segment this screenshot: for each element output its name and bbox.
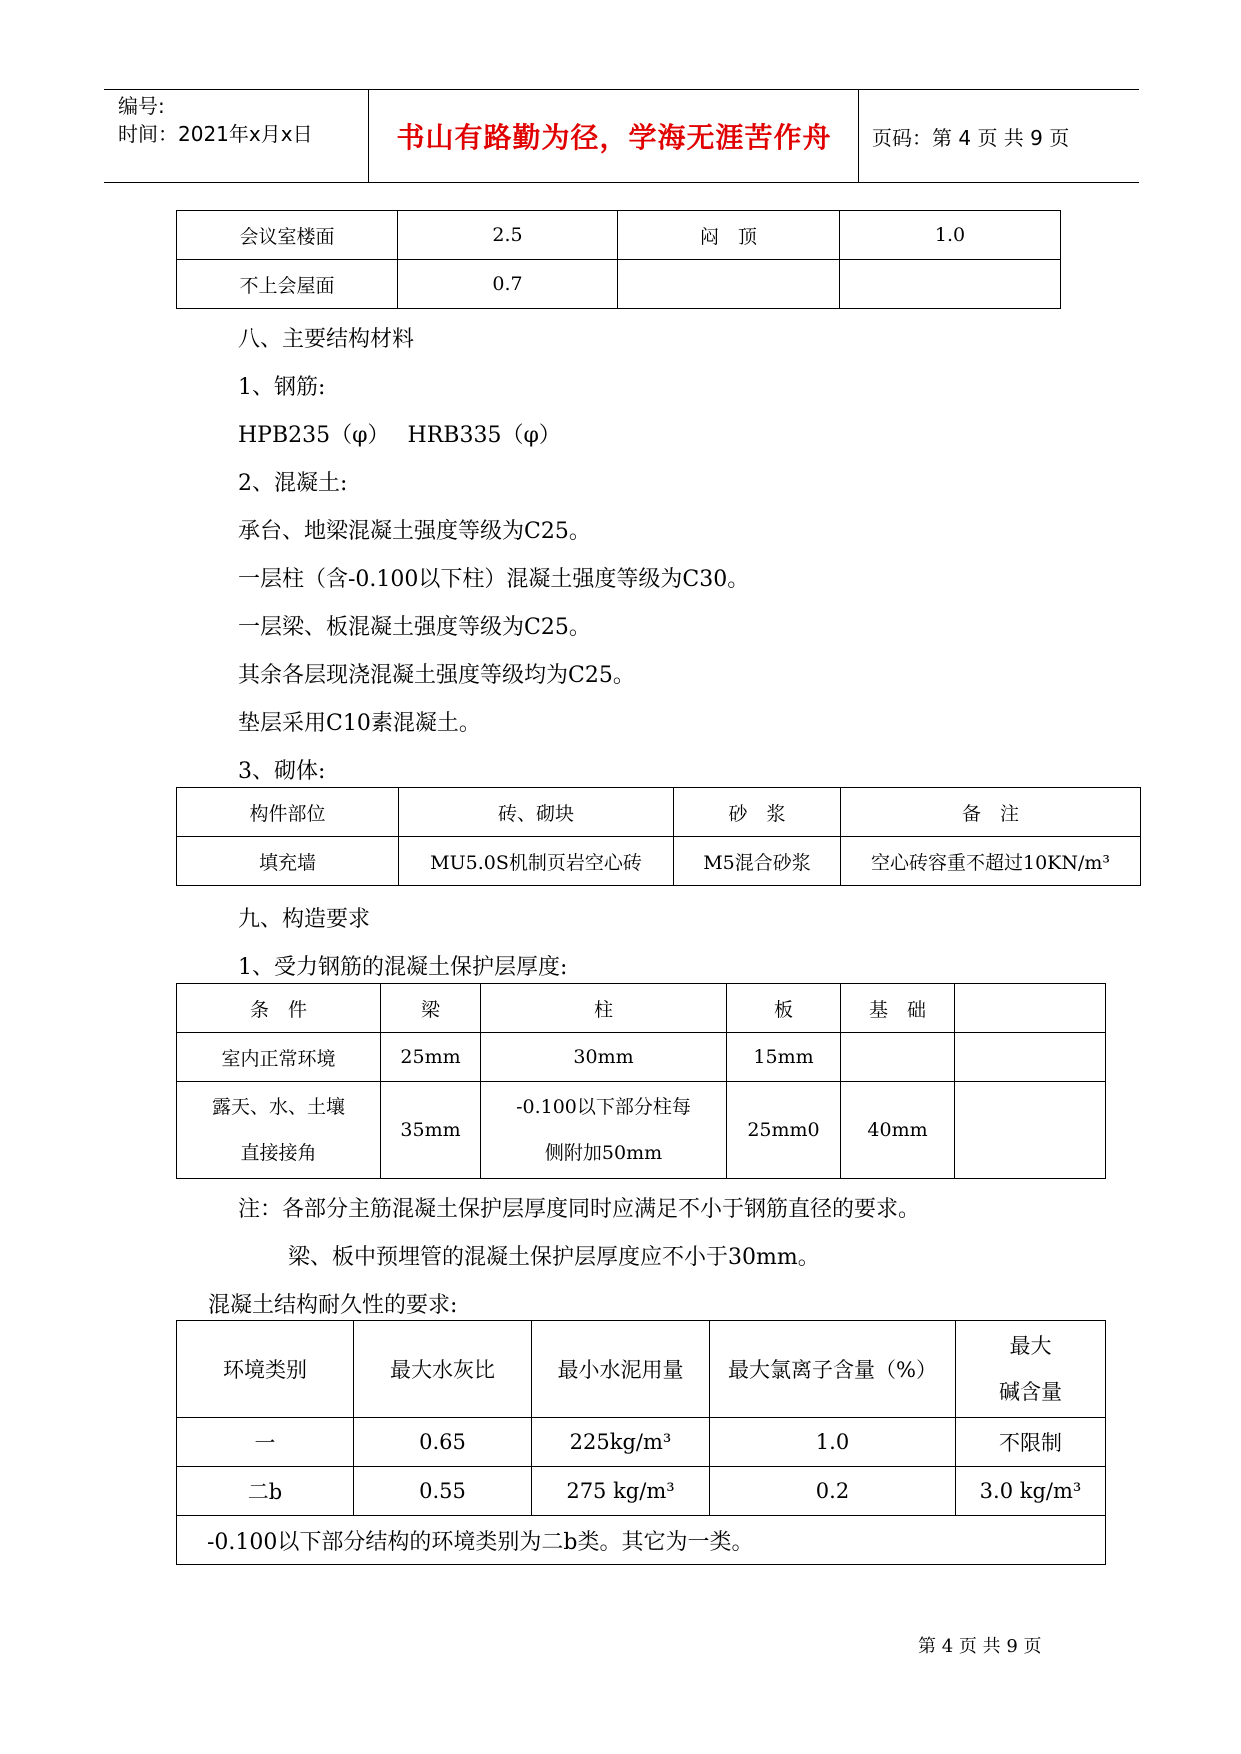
- table-cell: 2.5: [398, 211, 618, 260]
- header-top-rule: [104, 89, 1139, 90]
- masonry-title: 3、砌体:: [238, 759, 326, 784]
- table-cell: 0.2: [710, 1467, 956, 1516]
- table-cell: 会议室楼面: [177, 211, 398, 260]
- header-divider-right: [858, 89, 859, 182]
- table-cell: [955, 1082, 1106, 1179]
- table-cell: 0.7: [398, 260, 618, 309]
- table-row: [177, 788, 1141, 837]
- table-row: [177, 837, 1141, 886]
- table-header-cell: 最大水灰比: [354, 1321, 532, 1418]
- table-cell: 40mm: [841, 1082, 955, 1179]
- table-cell: 0.55: [354, 1467, 532, 1516]
- table-row: [177, 260, 1061, 309]
- cell-line: 侧附加50mm: [544, 1142, 663, 1164]
- table-cell: 空心砖容重不超过10KN/m³: [841, 837, 1141, 886]
- table-cell: 35mm: [381, 1082, 481, 1179]
- concrete-line: 垫层采用C10素混凝土。: [238, 711, 481, 736]
- rebar-types: HPB235（φ） HRB335（φ）: [238, 423, 561, 448]
- load-table: [176, 210, 1061, 309]
- table-cell: 225kg/m³: [532, 1418, 710, 1467]
- cover-title: 1、受力钢筋的混凝土保护层厚度:: [238, 955, 568, 980]
- table-header-cell: [956, 1321, 1106, 1418]
- table-row: [177, 1418, 1106, 1467]
- header-motto: 书山有路勤为径，学海无涯苦作舟: [396, 121, 832, 154]
- table-cell: 0.65: [354, 1418, 532, 1467]
- concrete-title: 2、混凝土:: [238, 471, 348, 496]
- table-header-cell: 构件部位: [177, 788, 399, 837]
- table-cell: 二b: [177, 1467, 354, 1516]
- table-row: [177, 984, 1106, 1033]
- section8-title: 八、主要结构材料: [238, 327, 415, 352]
- header-bottom-rule: [104, 182, 1139, 183]
- table-cell: [177, 1082, 381, 1179]
- table-header-cell: 最小水泥用量: [532, 1321, 710, 1418]
- cell-line: -0.100以下部分柱每: [516, 1096, 691, 1118]
- table-header-cell: 梁: [381, 984, 481, 1033]
- rebar-title: 1、钢筋:: [238, 375, 326, 400]
- header-divider-left: [368, 89, 369, 182]
- table-header-cell: 基 础: [841, 984, 955, 1033]
- table-cell: 1.0: [710, 1418, 956, 1467]
- table-row: [177, 1516, 1106, 1565]
- table-row: [177, 1467, 1106, 1516]
- table-cell: [841, 1033, 955, 1082]
- table-note: -0.100以下部分结构的环境类别为二b类。其它为一类。: [177, 1516, 1106, 1565]
- note-1: 注：各部分主筋混凝土保护层厚度同时应满足不小于钢筋直径的要求。: [238, 1197, 921, 1222]
- header-time-label: 时间：2021年x月x日: [118, 122, 313, 146]
- cell-line: 碱含量: [999, 1380, 1062, 1404]
- page-footer: 第 4 页 共 9 页: [918, 1636, 1042, 1657]
- header-page-info: 页码：第 4 页 共 9 页: [872, 126, 1070, 150]
- table-cell: 275 kg/m³: [532, 1467, 710, 1516]
- table-cell: 15mm: [727, 1033, 841, 1082]
- table-cell: M5混合砂浆: [674, 837, 841, 886]
- table-cell: 25mm0: [727, 1082, 841, 1179]
- header-number-label: 编号:: [118, 94, 165, 118]
- table-cell: 25mm: [381, 1033, 481, 1082]
- table-row: [177, 211, 1061, 260]
- concrete-line: 其余各层现浇混凝土强度等级均为C25。: [238, 663, 635, 688]
- table-cell: 不限制: [956, 1418, 1106, 1467]
- table-cell: [481, 1082, 727, 1179]
- table-row: [177, 1033, 1106, 1082]
- table-header-cell: 柱: [481, 984, 727, 1033]
- table-row: [177, 1321, 1106, 1418]
- table-header-cell: 备 注: [841, 788, 1141, 837]
- table-cell: 室内正常环境: [177, 1033, 381, 1082]
- table-cell: [955, 1033, 1106, 1082]
- cell-line: 露天、水、土壤: [211, 1096, 345, 1118]
- table-row: [177, 1082, 1106, 1179]
- table-cell: 不上会屋面: [177, 260, 398, 309]
- table-header-cell: [955, 984, 1106, 1033]
- table-cell: 3.0 kg/m³: [956, 1467, 1106, 1516]
- table-header-cell: 最大氯离子含量（%）: [710, 1321, 956, 1418]
- table-cell: [840, 260, 1061, 309]
- table-header-cell: 砖、砌块: [399, 788, 674, 837]
- table-header-cell: 板: [727, 984, 841, 1033]
- table-cell: 闷 顶: [618, 211, 840, 260]
- table-cell: 填充墙: [177, 837, 399, 886]
- durability-table: [176, 1320, 1106, 1565]
- table-cell: 1.0: [840, 211, 1061, 260]
- concrete-line: 承台、地梁混凝土强度等级为C25。: [238, 519, 591, 544]
- concrete-line: 一层梁、板混凝土强度等级为C25。: [238, 615, 591, 640]
- concrete-line: 一层柱（含-0.100以下柱）混凝土强度等级为C30。: [238, 567, 750, 592]
- table-header-cell: 砂 浆: [674, 788, 841, 837]
- durability-title: 混凝土结构耐久性的要求:: [208, 1293, 458, 1318]
- table-header-cell: 环境类别: [177, 1321, 354, 1418]
- table-cell: 一: [177, 1418, 354, 1467]
- header-left-block: [118, 92, 313, 148]
- cell-line: 直接接角: [240, 1142, 317, 1164]
- section9-title: 九、构造要求: [238, 907, 371, 932]
- table-header-cell: 条 件: [177, 984, 381, 1033]
- cell-line: 最大: [1009, 1334, 1052, 1358]
- table-cell: MU5.0S机制页岩空心砖: [399, 837, 674, 886]
- masonry-table: [176, 787, 1141, 886]
- table-cell: 30mm: [481, 1033, 727, 1082]
- table-cell: [618, 260, 840, 309]
- cover-table: [176, 983, 1106, 1179]
- note-2: 梁、板中预埋管的混凝土保护层厚度应不小于30mm。: [288, 1245, 820, 1270]
